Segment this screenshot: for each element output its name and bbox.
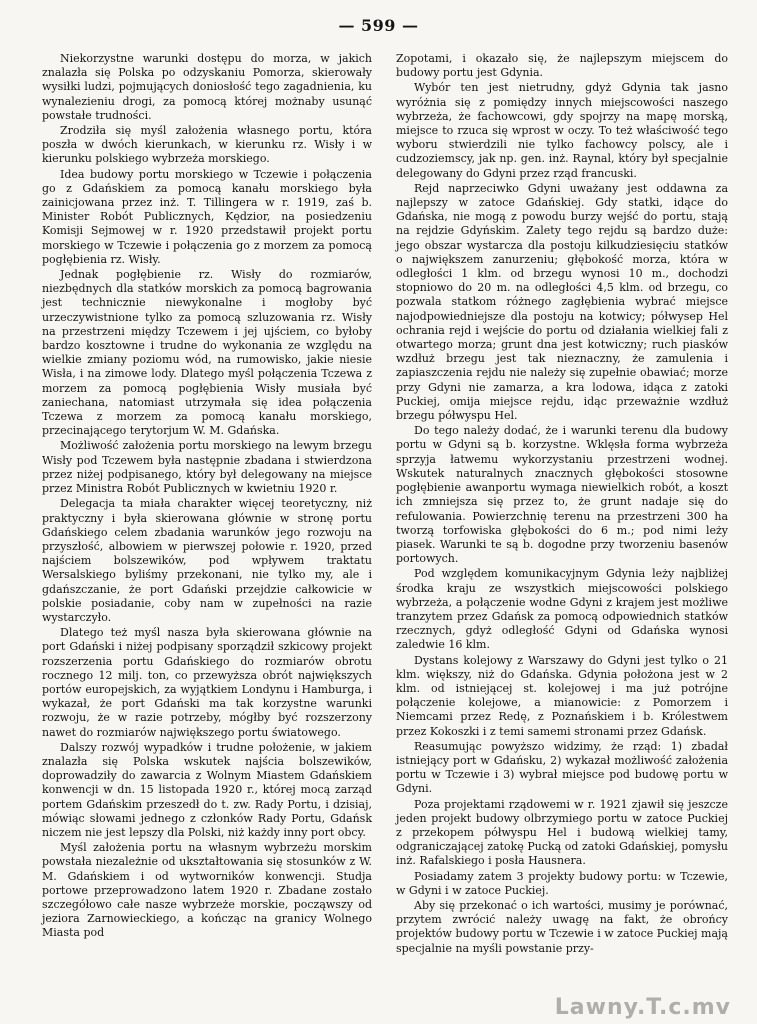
paragraph: Poza projektami rządowemi w r. 1921 zjawił się jeszcze jeden projekt budowy olbrzymiego portu w zatoce Puckiej z przekopem półwyspu Hel i budową wielkiej tamy, odgraniczającej zatokę Pucką od zatoki Gdańskiej, pomysłu inż. Rafalskiego i posła Hausnera. — [396, 797, 728, 868]
paragraph: Delegacja ta miała charakter więcej teoretyczny, niż praktyczny i była skierowana głównie w stronę portu Gdańskiego celem zbadania warunków jego rozwoju na przyszłość, albowiem w pierwszej połowie r. 1920, przed najściem bolszewików, pod wpływem traktatu Wersalskiego byliśmy przekonani, nie tylko my, ale i gdańszczanie, że port Gdański przejdzie całkowicie w polskie posiadanie, coby nam w zupełności na razie wystarczyło. — [42, 497, 372, 624]
paragraph: Reasumując powyższo widzimy, że rząd: 1) zbadał istniejący port w Gdańsku, 2) wykazał możliwość założenia portu w Tczewie i 3) wybrał miejsce pod budowę portu w Gdyni. — [396, 739, 728, 796]
paragraph: Myśl założenia portu na własnym wybrzeżu morskim powstała niezależnie od ukształtowania się stosunków z W. M. Gdańskiem i od wytworników konwencji. Studja portowe przeprowadzono latem 1920 r. Zbadane zostało szczegółowo całe nasze wybrzeże morskie, począwszy od jeziora Zarnowieckiego, a kończąc na granicy Wolnego Miasta pod — [42, 841, 372, 940]
paragraph: Zopotami, i okazało się, że najlepszym miejscem do budowy portu jest Gdynia. — [396, 52, 728, 80]
paragraph: Aby się przekonać o ich wartości, musimy je porównać, przytem zwrócić należy uwagę na fakt, że obrońcy projektów budowy portu w Tczewie i w zatoce Puckiej mają specjalnie na myśli powstanie przy- — [396, 898, 728, 955]
paragraph: Posiadamy zatem 3 projekty budowy portu: w Tczewie, w Gdyni i w zatoce Puckiej. — [396, 869, 728, 897]
paragraph: Idea budowy portu morskiego w Tczewie i połączenia go z Gdańskiem za pomocą kanału morskiego była zainicjowana przez inż. T. Tillingera w r. 1919, zaś b. Minister Robót Publicznych, Kędzior, na posiedzeniu Komisji Sejmowej w r. 1920 przedstawił projekt portu morskiego w Tczewie i połączenia go z morzem za pomocą pogłębienia rz. Wisły. — [42, 167, 372, 266]
paragraph: Niekorzystne warunki dostępu do morza, w jakich znalazła się Polska po odzyskaniu Pomorza, skierowały wysiłki ludzi, pojmujących doniosłość tego zagadnienia, ku wynalezieniu drogi, za pomocą której możnaby usunąć powstałe trudności. — [42, 52, 372, 122]
paragraph: Wybór ten jest nietrudny, gdyż Gdynia tak jasno wyróżnia się z pomiędzy innych miejscowości naszego wybrzeża, że fachowcowi, gdy spojrzy na mapę morską, miejsce to rzuca się wprost w oczy. To też właściwość tego wyboru stwierdzili nie tylko fachowcy polscy, ale i cudzoziemscy, jak np. gen. inż. Raynal, który był specjalnie delegowany do Gdyni przez rząd francuski. — [396, 81, 728, 180]
paragraph: Pod względem komunikacyjnym Gdynia leży najbliżej środka kraju ze wszystkich miejscowości polskiego wybrzeża, a połączenie wodne Gdyni z krajem jest możliwe tranzytem przez Gdańsk za pomocą odpowiednich statków rzecznych, gdyż odległość Gdyni od Gdańska wynosi zaledwie 16 klm. — [396, 567, 728, 652]
paragraph: Jednak pogłębienie rz. Wisły do rozmiarów, niezbędnych dla statków morskich za pomocą bagrowania jest technicznie niewykonalne i mogłoby być urzeczywistnione tylko za pomocą szluzowania rz. Wisły na przestrzeni między Tczewem i jej ujściem, co byłoby bardzo kosztowne i trudne do wykonania ze względu na wielkie zmiany poziomu wód, na rumowisko, jakie niesie Wisła, i na zimowe lody. Dlatego myśl połączenia Tczewa z morzem za pomocą pogłębienia Wisły musiała być zaniechana, natomiast utrzymała się idea połączenia Tczewa z morzem za pomocą kanału morskiego, przecinającego terytorjum W. M. Gdańska. — [42, 268, 372, 438]
paragraph: Do tego należy dodać, że i warunki terenu dla budowy portu w Gdyni są b. korzystne. Wklęsła forma wybrzeża sprzyja łatwemu wykorzystaniu przestrzeni wodnej. Wskutek naturalnych znacznych głębokości stosowne pogłębienie awanportu wymaga niewielkich robót, a koszt ich zmniejsza się przez to, że grunt nadaje się do refulowania. Powierzchnię terenu na przestrzeni 300 ha tworzą torfowiska głębokości do 6 m.; pod nimi leży piasek. Warunki te są b. dogodne przy tworzeniu basenów portowych. — [396, 424, 728, 566]
paragraph: Dlatego też myśl nasza była skierowana głównie na port Gdański i niżej podpisany sporządził szkicowy projekt rozszerzenia portu Gdańskiego do rozmiarów obrotu rocznego 12 milj. ton, co przewyższa obrót największych portów europejskich, za wyjątkiem Londynu i Hamburga, i wykazał, że port Gdański ma tak korzystne warunki rozwoju, że w razie potrzeby, mógłby być rozszerzony nawet do rozmiarów największego portu światowego. — [42, 626, 372, 739]
left-column — [42, 52, 372, 942]
paragraph: Dalszy rozwój wypadków i trudne położenie, w jakiem znalazła się Polska wskutek najścia bolszewików, doprowadziły do zawarcia z Wolnym Miastem Gdańskiem konwencji w dn. 15 listopada 1920 r., której mocą zarząd portem Gdańskim przeszedł do t. zw. Rady Portu, i dzisiaj, mówiąc słowami jednego z członków Rady Portu, Gdańsk niczem nie jest lepszy dla Polski, niż każdy inny port obcy. — [42, 740, 372, 839]
right-column — [396, 52, 728, 957]
paragraph: Możliwość założenia portu morskiego na lewym brzegu Wisły pod Tczewem była następnie zbadana i stwierdzona przez niżej podpisanego, który był delegowany na miejsce przez Ministra Robót Publicznych w kwietniu 1920 r. — [42, 439, 372, 496]
page-number: — 599 — — [338, 16, 419, 35]
paragraph: Dystans kolejowy z Warszawy do Gdyni jest tylko o 21 klm. większy, niż do Gdańska. Gdynia położona jest w 2 klm. od istniejącej st. kolejowej i ma już potrójne połączenie kolejowe, a mianowicie: z Pomorzem i Niemcami przez Redę, z Poznańskiem i b. Królestwem przez Kokoszki i z temi samemi stronami przez Gdańsk. — [396, 653, 728, 738]
paragraph: Zrodziła się myśl założenia własnego portu, która poszła w dwóch kierunkach, w kierunku rz. Wisły i w kierunku polskiego wybrzeża morskiego. — [42, 124, 372, 166]
watermark: Lawny.T.c.mv — [554, 995, 731, 1020]
paragraph: Rejd naprzeciwko Gdyni uważany jest oddawna za najlepszy w zatoce Gdańskiej. Gdy statki, idące do Gdańska, nie mogą z powodu burzy wejść do portu, stają na rejdzie Gdyńskim. Zalety tego rejdu są bardzo duże: jego obszar wystarcza dla postoju kilkudziesięciu statków o największem zanurzeniu; głębokość morza, która w odległości 1 klm. od brzegu wynosi 10 m., dochodzi stopniowo do 20 m. na odległości 4,5 klm. od brzegu, co pozwala statkom różnego zagłębienia wybrać miejsce najodpowiedniejsze dla postoju na kotwicy; półwysep Hel ochrania rejd i wejście do portu od działania wielkiej fali z otwartego morza; grunt dna jest kotwiczny; ruch piasków wzdłuż brzegu jest tak nieznaczny, że zamulenia i zapiaszczenia rejdu nie należy się zupełnie obawiać; morze przy Gdyni nie zamarza, a kra lodowa, idąca z zatoki Puckiej, omija miejsce rejdu, idąc przeważnie wzdłuż brzegu półwyspu Hel. — [396, 181, 728, 423]
